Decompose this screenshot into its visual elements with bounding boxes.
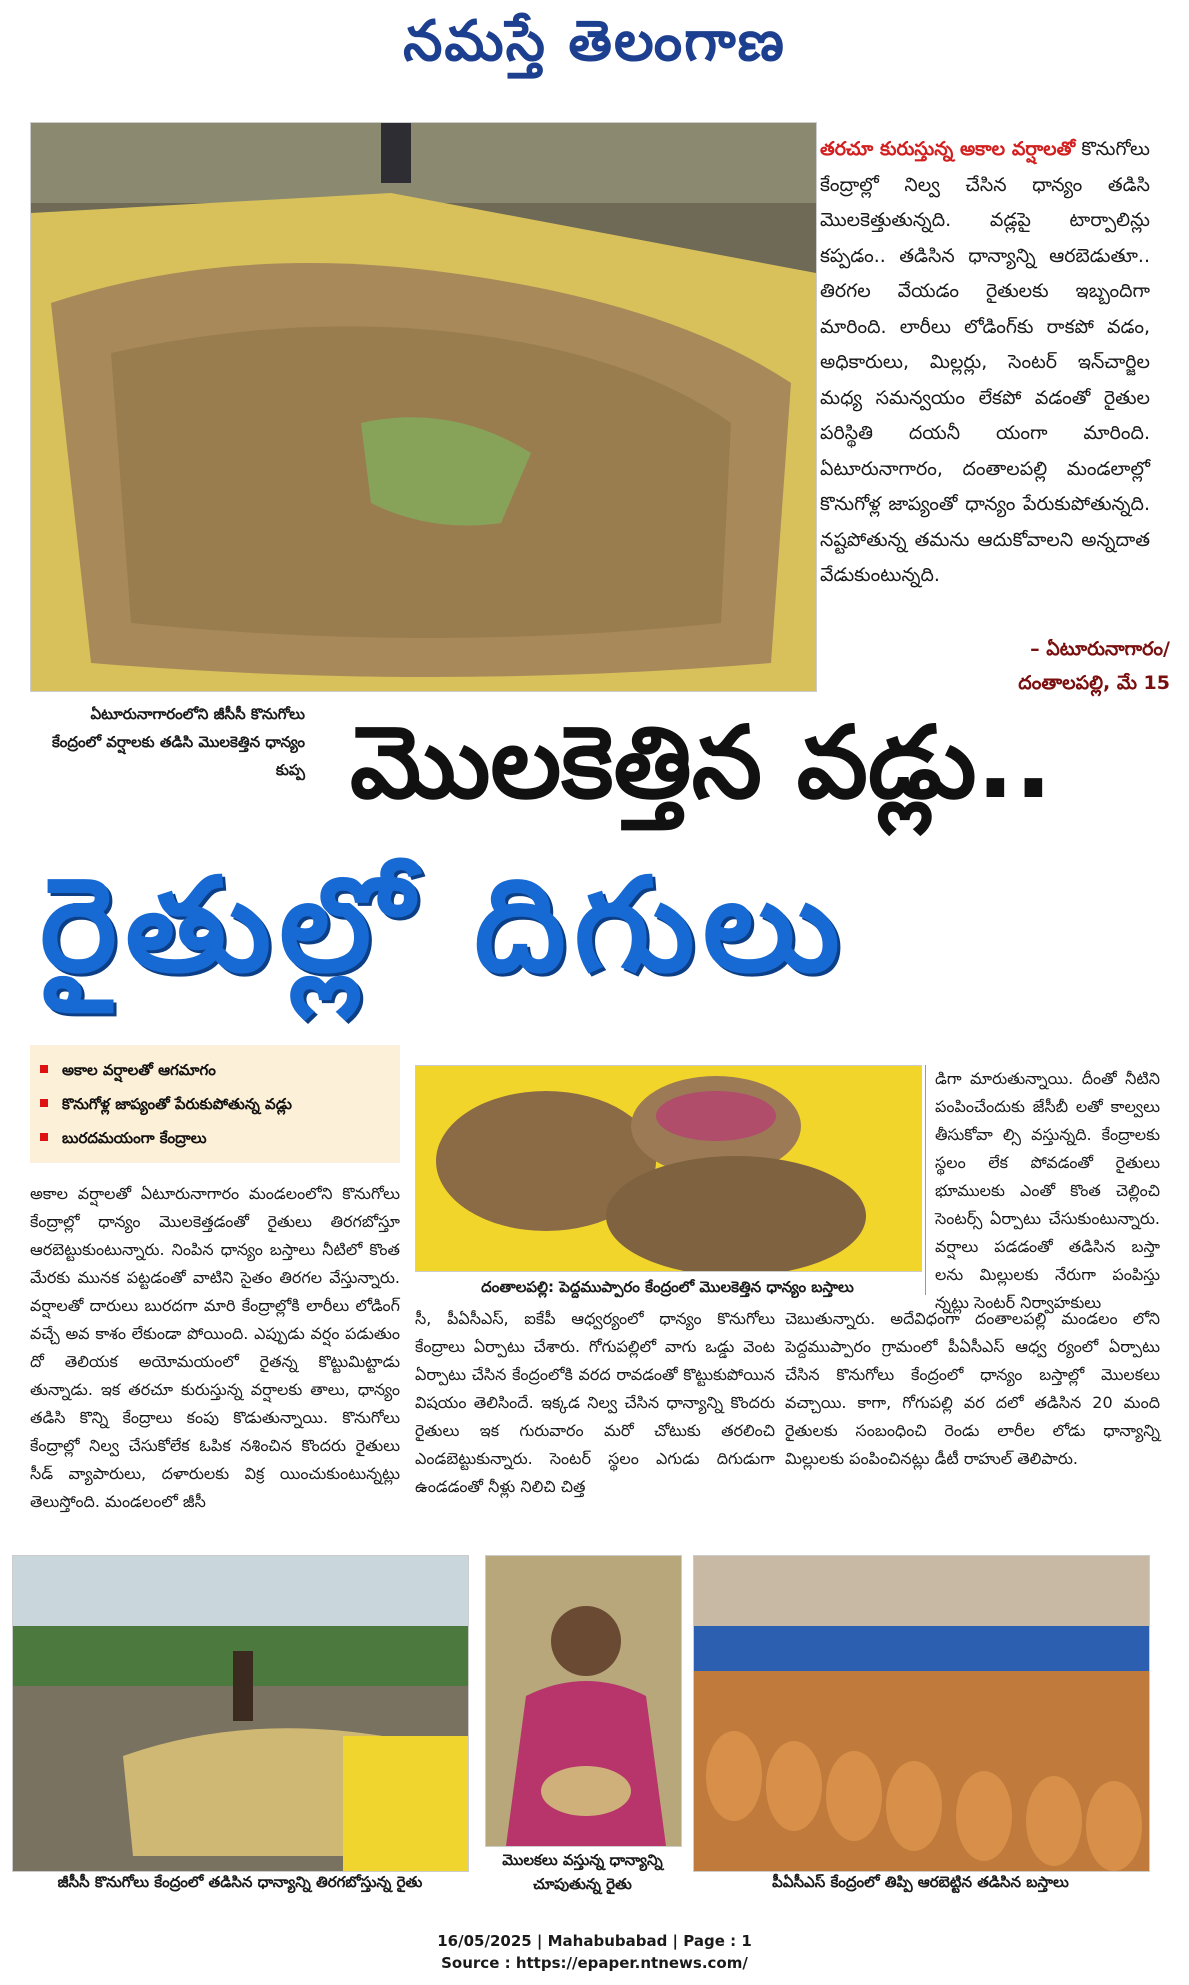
headline-primary: మొలకెత్తిన వడ్లు.. (350, 704, 1053, 821)
body-column-1: అకాల వర్షాలతో ఏటూరునాగారం మండలంలోని కొనుగోలు కేంద్రాల్లో ధాన్యం మొలకెత్తడంతో రైతులు తిరగబోస్తూ ఆరబెట్టుకుంటున్నారు. నింపిన ధాన్యం బస్తాలు నీటిలో కొంత మేరకు మునక పట్టడంతో వాటిని సైతం తిరగల వేస్తున్నారు. వర్షాలతో దారులు బురదగా మారి కేంద్రాల్లోకి లారీలు లోడింగ్ వచ్చే అవ కాశం లేకుండా పోయింది. ఎప్పుడు వర్షం పడుతుం దో తెలియక అయోమయంలో రైతన్న కొట్టుమిట్టాడు తున్నాడు. ఇక తరచూ కురుస్తున్న వర్షాలకు తాలు, ధాన్యం తడిసి కొన్ని కేంద్రాలు కంపు కొడుతున్నాయి. కొనుగోలు కేంద్రాల్లో నిల్వ చేసుకోలేక ఓపిక నశించిన కొందరు రైతులు సీడ్ వ్యాపారులు, దళారులకు విక్ర యించుకుంటున్నట్లు తెలుస్తోంది. మండలంలో జీసీ (30, 1184, 400, 1511)
intro-paragraph (820, 132, 1150, 594)
bottom-caption-3: పీఏసీఎస్ కేంద్రంలో తిప్పి ఆరబెట్టిన తడిసిన బస్తాలు (772, 1873, 1069, 1891)
intro-text: కొనుగోలు కేంద్రాల్లో నిల్వ చేసిన ధాన్యం తడిసి మొలకెత్తుతున్నది. వడ్లపై టార్పాలిన్లు కప్పడం.. తడిసిన ధాన్యాన్ని ఆరబెడుతూ.. తిరగల వేయడం రైతులకు ఇబ్బందిగా మారింది. లారీలు లోడింగ్‌కు రాకపో వడం, అధికారులు, మిల్లర్లు, సెంటర్ ఇన్‌చార్జిల మధ్య సమన్వయం లేకపో వడంతో రైతుల పరిస్థితి దయనీ యంగా మారింది. ఏటూరునాగారం, దంతాలపల్లి మండలాల్లో కొనుగోళ్ల జాప్యంతో ధాన్యం పేరుకుపోతున్నది. నష్టపోతున్న తమను ఆదుకోవాలని అన్నదాత వేడుకుంటున్నది. (820, 138, 1150, 586)
column-divider (925, 1065, 926, 1295)
photo-graphic (13, 1556, 468, 1871)
bullet-square-icon (40, 1133, 48, 1141)
footer (0, 1930, 1189, 1974)
photo-graphic (416, 1066, 921, 1271)
photo-farmer-turning-grain (12, 1555, 469, 1872)
bullet-square-icon (40, 1065, 48, 1073)
body-column-2: సీ, పీఏసీఎస్, ఐకేపీ ఆధ్వర్యంలో ధాన్యం కొనుగోలు కేంద్రాలు ఏర్పాటు చేశారు. గోగుపల్లిలో వాగు ఒడ్డు వెంట ఏర్పాటు చేసిన కేంద్రంలోకి వరద రావడంతో కొట్టుకుపోయిన విషయం తెలిసిందే. ఇక్కడ నిల్వ చేసిన ధాన్యాన్ని కొందరు రైతులు ఇక గురువారం మరో చోటుకు తరలించి ఎండబెట్టుకున్నారు. సెంటర్ స్థలం ఎగుడు దిగుడుగా ఉండడంతో నీళ్లు నిలిచి చిత్త (415, 1309, 775, 1496)
top-photo-caption: ఏటూరునాగారంలోని జీసీసీ కొనుగోలు కేంద్రంలో వర్షాలకు తడిసి మొలకెత్తిన ధాన్యం కుప్ప (51, 705, 305, 779)
headline-secondary: రైతుల్లో దిగులు (40, 849, 848, 1001)
footer-source-link[interactable]: Source : https://epaper.ntnews.com/ (441, 1954, 748, 1972)
bottom-caption-2: మొలకలు వస్తున్న ధాన్యాన్ని చూపుతున్న రైతు (502, 1851, 663, 1893)
highlight-item (36, 1121, 394, 1155)
highlights-box (30, 1045, 400, 1163)
byline-line1: – ఏటూరునాగారం/ (1030, 638, 1170, 660)
byline-line2: దంతాలపల్లి, మే 15 (1018, 672, 1170, 694)
body-column-3b: చెబుతున్నారు. అదేవిధంగా దంతాలపల్లి మండలం లోని పెద్దముప్పారం గ్రామంలో పీఏసీఎస్ ఆధ్వ ర్యంలో ఏర్పాటు చేసిన కొనుగోలు కేంద్రంలో ధాన్యం బస్తాల్లో మొలకలు వచ్చాయి. కాగా, గోగుపల్లి వర దలో తడిసిన 20 మంది రైతులకు సంబంధించి రెండు లారీల లోడు ధాన్యాన్ని మిల్లులకు పంపించినట్లు డీటీ రాహుల్ తెలిపారు. (785, 1309, 1160, 1468)
photo-graphic (31, 123, 816, 691)
body-column-3a: డిగా మారుతున్నాయి. దీంతో నీటిని పంపించేందుకు జేసీబీ లతో కాల్వలు తీసుకోవా ల్సి వస్తున్నది. కేంద్రాలకు స్థలం లేక పోవడంతో రైతులు భూములకు ఎంతో కొంత చెల్లించి సెంటర్స్ ఏర్పాటు చేసుకుంటున్నారు. వర్షాలు పడడంతో తడిసిన బస్తా లను మిల్లులకు నేరుగా పంపిస్తు న్నట్లు సెంటర్ నిర్వాహకులు (935, 1069, 1160, 1312)
highlight-text: అకాల వర్షాలతో ఆగమాగం (62, 1061, 216, 1079)
intro-lead: తరచూ కురుస్తున్న అకాల వర్షాలతో (820, 138, 1076, 160)
photo-graphic (694, 1556, 1149, 1871)
bullet-square-icon (40, 1099, 48, 1107)
bottom-caption-1: జీసీసీ కొనుగోలు కేంద్రంలో తడిసిన ధాన్యాన్ని తిరగబోస్తున్న రైతు (57, 1873, 423, 1891)
photo-sprouted-sacks (415, 1065, 922, 1272)
photo-sprouted-paddy-heap (30, 122, 817, 692)
footer-edition: 16/05/2025 | Mahabubabad | Page : 1 (437, 1932, 752, 1950)
highlight-text: బురదమయంగా కేంద్రాలు (62, 1129, 207, 1147)
highlight-item (36, 1053, 394, 1087)
masthead: నమస్తే తెలంగాణ (403, 8, 786, 74)
photo-farmer-showing-grain (485, 1555, 682, 1847)
highlight-item (36, 1087, 394, 1121)
highlight-text: కొనుగోళ్ల జాప్యంతో పేరుకుపోతున్న వడ్లు (62, 1095, 292, 1113)
photo-dried-sacks (693, 1555, 1150, 1872)
photo-graphic (486, 1556, 681, 1846)
middle-photo-caption: దంతాలపల్లి: పెద్దముప్పారం కేంద్రంలో మొలకెత్తిన ధాన్యం బస్తాలు (481, 1278, 854, 1296)
byline (880, 632, 1170, 700)
